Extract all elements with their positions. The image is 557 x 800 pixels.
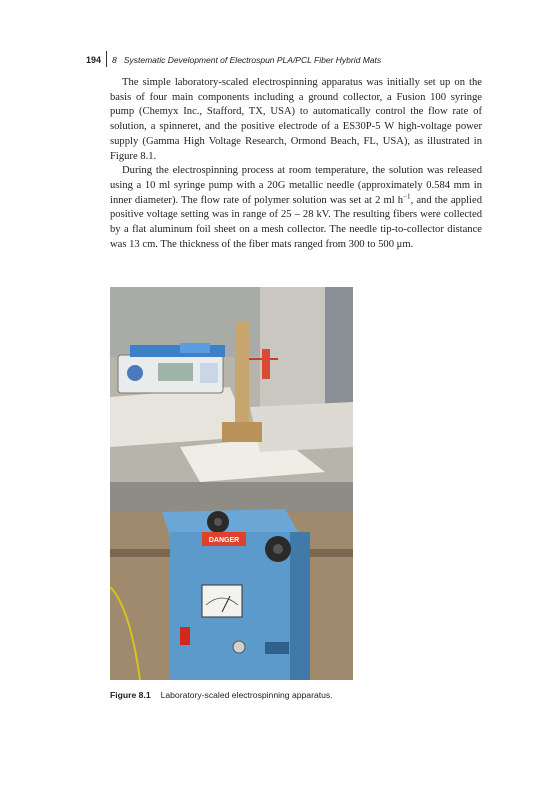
white-sheet-right	[250, 402, 353, 452]
table-edge	[110, 482, 353, 512]
electrode-clip	[262, 349, 270, 379]
danger-sign-text: DANGER	[208, 537, 240, 544]
flow-rate-exponent: −1	[403, 192, 411, 201]
figure-caption	[110, 690, 482, 700]
figure-label: Figure 8.1	[110, 690, 151, 700]
paragraph-2-part-1: During the electrospinning process at room temperature, the solution was released using a 10 ml syringe pump with a 20G metallic needle (approximately 0.584 mm in inner diameter). The flow rate of polymer solution was set at 2 ml h	[110, 165, 482, 206]
figure-photo	[110, 287, 353, 680]
electrospinning-apparatus-photo	[110, 287, 353, 680]
power-switch	[180, 627, 190, 645]
body-text	[110, 76, 482, 252]
power-supply-side	[290, 532, 310, 680]
running-header	[86, 54, 486, 70]
pump-keypad	[200, 363, 218, 383]
stand-base	[222, 422, 262, 442]
paragraph-1: The simple laboratory-scaled electrospinning apparatus was initially set up on the basis of four main components including a ground collector, a Fusion 100 syringe pump (Chemyx Inc., Stafford, TX, USA) to automatically control the flow rate of solution, a spinneret, and the positive electrode of a ES30P-5 W high-voltage power supply (Gamma High Voltage Research, Ormond Beach, FL, USA), as illustrated in Figure 8.1.	[110, 77, 482, 162]
syringe-holder	[180, 343, 210, 353]
brand-plate	[265, 642, 289, 654]
voltage-knob	[233, 641, 245, 653]
figure-caption-text: Laboratory-scaled electrospinning apparatus.	[160, 690, 333, 700]
pump-dial	[127, 365, 143, 381]
pump-display	[158, 363, 193, 381]
paragraph-2	[110, 164, 482, 252]
page-number: 194	[86, 55, 102, 65]
fan-left-hub	[214, 518, 222, 526]
voltage-meter	[202, 585, 242, 617]
pump-rail	[130, 345, 225, 357]
fan-right-hub	[273, 544, 283, 554]
header-divider	[106, 51, 107, 67]
running-title: 8 Systematic Development of Electrospun PLA/PCL Fiber Hybrid Mats	[112, 55, 382, 65]
paragraph-2-part-2: , and the applied positive voltage setting was in range of 25 – 28 kV. The resulting fibers were collected by a flat aluminum foil sheet on a mesh collector. The needle tip-to-collector distance was 13 cm. The thickness of the fiber mats ranged from 300 to 500 μm.	[110, 194, 482, 250]
